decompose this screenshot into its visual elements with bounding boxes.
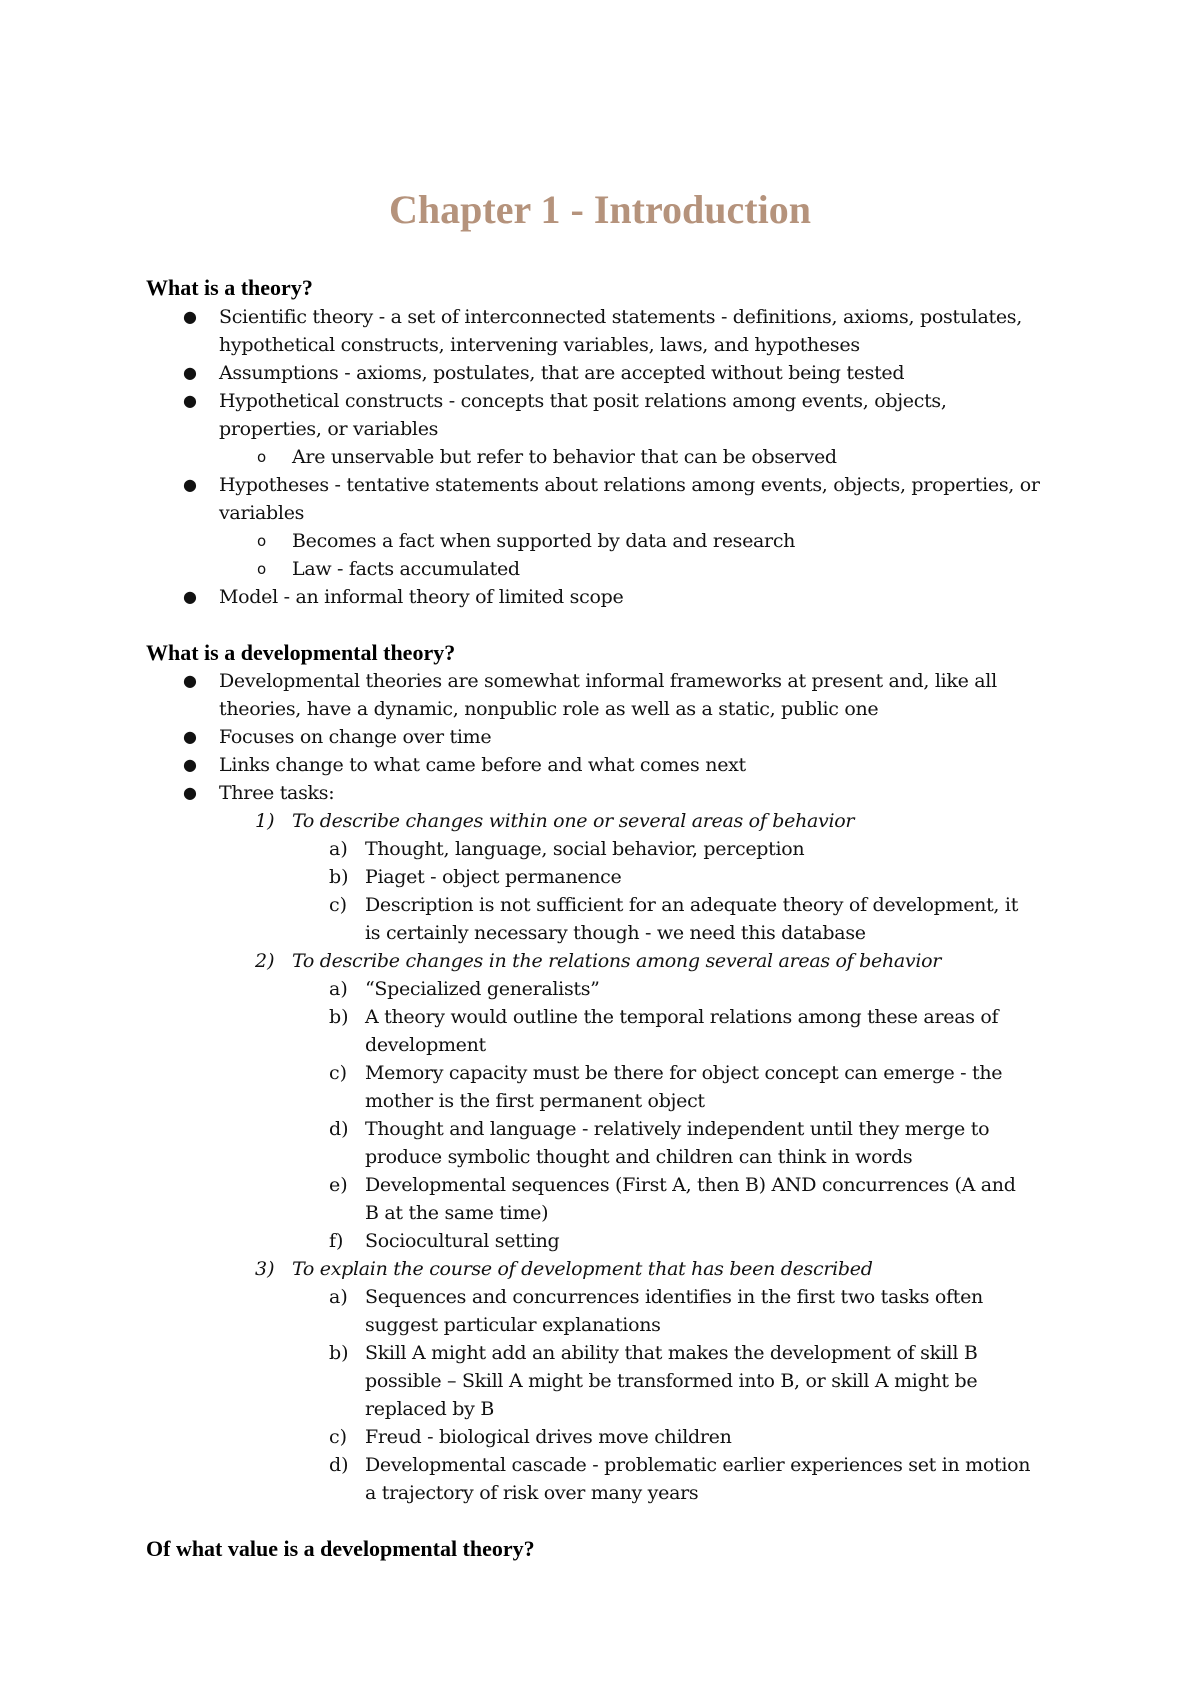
task-sub-item: Thought and language - relatively independent until they merge to [365, 1118, 990, 1140]
task-sub-item-continuation: development [365, 1034, 486, 1056]
list-item: Scientific theory - a set of interconnected statements - definitions, axioms, postulates, [219, 306, 1022, 328]
task-sub-item-continuation: suggest particular explanations [365, 1314, 661, 1336]
bullet-marker: ● [183, 755, 197, 774]
task-item: To explain the course of development that has been described [292, 1258, 873, 1280]
sub-bullet-marker: o [257, 448, 267, 466]
task-sub-item-continuation: mother is the first permanent object [365, 1090, 705, 1112]
bullet-marker: ● [183, 391, 197, 410]
list-item: Three tasks: [219, 782, 335, 804]
bullet-marker: ● [183, 727, 197, 746]
lettered-marker: d) [329, 1454, 349, 1476]
task-sub-item: Description is not sufficient for an adequate theory of development, it [365, 894, 1019, 916]
lettered-marker: c) [329, 1062, 348, 1084]
numbered-marker: 3) [255, 1258, 275, 1280]
task-sub-item-continuation: is certainly necessary though - we need this database [365, 922, 866, 944]
bullet-marker: ● [183, 587, 197, 606]
list-item: Focuses on change over time [219, 726, 492, 748]
bullet-marker: ● [183, 475, 197, 494]
lettered-marker: c) [329, 894, 348, 916]
sub-list-item: Law - facts accumulated [292, 558, 520, 580]
lettered-marker: f) [329, 1230, 344, 1252]
task-sub-item-continuation: B at the same time) [365, 1202, 549, 1224]
list-item: Model - an informal theory of limited scope [219, 586, 624, 608]
task-sub-item: Piaget - object permanence [365, 866, 622, 888]
task-item: To describe changes within one or several areas of behavior [292, 810, 855, 832]
section-heading-theory: What is a theory? [146, 275, 313, 300]
list-item-continuation: properties, or variables [219, 418, 439, 440]
lettered-marker: b) [329, 1006, 349, 1028]
bullet-marker: ● [183, 307, 197, 326]
lettered-marker: d) [329, 1118, 349, 1140]
task-sub-item-continuation: a trajectory of risk over many years [365, 1482, 699, 1504]
task-sub-item-continuation: replaced by B [365, 1398, 494, 1420]
list-item: Assumptions - axioms, postulates, that are accepted without being tested [219, 362, 905, 384]
list-item: Links change to what came before and what comes next [219, 754, 746, 776]
task-sub-item: Developmental sequences (First A, then B) AND concurrences (A and [365, 1174, 1016, 1196]
task-sub-item: Sequences and concurrences identifies in the first two tasks often [365, 1286, 983, 1308]
list-item-continuation: hypothetical constructs, intervening variables, laws, and hypotheses [219, 334, 860, 356]
bullet-marker: ● [183, 671, 197, 690]
lettered-marker: a) [329, 838, 348, 860]
bullet-marker: ● [183, 363, 197, 382]
task-sub-item-continuation: possible – Skill A might be transformed into B, or skill A might be [365, 1370, 978, 1392]
task-sub-item: Thought, language, social behavior, perception [365, 838, 805, 860]
lettered-marker: e) [329, 1174, 348, 1196]
task-sub-item: Freud - biological drives move children [365, 1426, 732, 1448]
page-title: Chapter 1 - Introduction [389, 187, 811, 232]
list-item: Hypotheses - tentative statements about relations among events, objects, properties, or [219, 474, 1040, 496]
lettered-marker: b) [329, 866, 349, 888]
sub-bullet-marker: o [257, 532, 267, 550]
sub-list-item: Becomes a fact when supported by data and research [292, 530, 796, 552]
sub-bullet-marker: o [257, 560, 267, 578]
section-heading-developmental-theory: What is a developmental theory? [146, 640, 456, 665]
lettered-marker: b) [329, 1342, 349, 1364]
list-item: Developmental theories are somewhat informal frameworks at present and, like all [219, 670, 997, 692]
task-sub-item: Skill A might add an ability that makes the development of skill B [365, 1342, 978, 1364]
numbered-marker: 1) [255, 810, 275, 832]
task-sub-item: A theory would outline the temporal relations among these areas of [365, 1006, 999, 1028]
lettered-marker: c) [329, 1426, 348, 1448]
sub-list-item: Are unservable but refer to behavior that can be observed [292, 446, 837, 468]
task-sub-item: Sociocultural setting [365, 1230, 560, 1252]
list-item-continuation: theories, have a dynamic, nonpublic role as well as a static, public one [219, 698, 879, 720]
list-item: Hypothetical constructs - concepts that posit relations among events, objects, [219, 390, 947, 412]
task-sub-item: Memory capacity must be there for object concept can emerge - the [365, 1062, 1003, 1084]
lettered-marker: a) [329, 1286, 348, 1308]
lettered-marker: a) [329, 978, 348, 1000]
task-sub-item-continuation: produce symbolic thought and children can think in words [365, 1146, 913, 1168]
task-item: To describe changes in the relations among several areas of behavior [292, 950, 942, 972]
numbered-marker: 2) [255, 950, 275, 972]
task-sub-item: “Specialized generalists” [365, 978, 600, 1000]
bullet-marker: ● [183, 783, 197, 802]
task-sub-item: Developmental cascade - problematic earlier experiences set in motion [365, 1454, 1031, 1476]
list-item-continuation: variables [219, 502, 305, 524]
section-heading-value: Of what value is a developmental theory? [146, 1536, 535, 1561]
